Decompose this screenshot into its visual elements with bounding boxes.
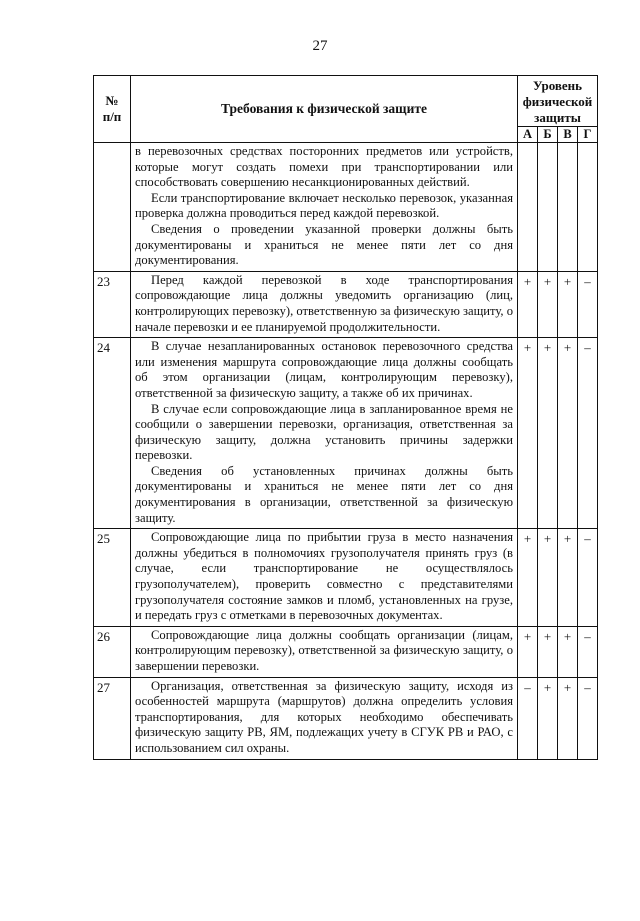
- header-level-v: В: [558, 127, 578, 143]
- row-number: 24: [94, 338, 131, 529]
- row-number: 26: [94, 626, 131, 677]
- requirements-table: [93, 75, 598, 760]
- level-mark-v: +: [558, 529, 578, 627]
- level-mark-a: +: [518, 271, 538, 337]
- row-requirement: [131, 143, 518, 272]
- row-requirement: [131, 677, 518, 759]
- table-row: [94, 529, 598, 627]
- level-mark-v: +: [558, 271, 578, 337]
- level-mark-g: [578, 143, 598, 272]
- requirement-paragraph: Сопровождающие лица по прибытии груза в место назначения должны убедиться в полномочиях грузополучателя принять груз (в случае, если транспортирование не осуществлялось грузополучателем), проверить совместно с представителями грузополучателя состояние замков и пломб, установленных на грузе, и передать груз с отметками в перевозочных документах.: [135, 530, 513, 623]
- table-row: [94, 626, 598, 677]
- requirement-paragraph: Если транспортирование включает несколько перевозок, указанная проверка должна проводиться перед каждой перевозкой.: [135, 190, 513, 221]
- header-level-line2: физической: [522, 94, 593, 109]
- level-mark-g: –: [578, 626, 598, 677]
- requirement-paragraph: в перевозочных средствах посторонних предметов или устройств, которые могут создать помехи при транспортировании или способствовать совершению несанкционированных действий.: [135, 144, 513, 190]
- header-level-b: Б: [538, 127, 558, 143]
- row-number: 23: [94, 271, 131, 337]
- level-mark-b: +: [538, 626, 558, 677]
- header-requirements: Требования к физической защите: [131, 76, 518, 143]
- requirement-paragraph: Перед каждой перевозкой в ходе транспортирования сопровождающие лица должны уведомить организацию (лиц, контролирующих перевозку), ответственную за физическую защиту, о начале перевозки и ее планируемой продолжительности.: [135, 272, 513, 334]
- requirement-paragraph: В случае если сопровождающие лица в запланированное время не сообщили о завершении перевозки, организация, ответственная за физическую защиту, должна установить причины задержки перевозки.: [135, 401, 513, 463]
- requirement-paragraph: Организация, ответственная за физическую защиту, исходя из особенностей маршрута (маршрутов) должна определить условия транспортирования, для которых необходимо обеспечивать физическую защиту РВ, ЯМ, подлежащих учету в СГУК РВ и РАО, с использованием сил охраны.: [135, 678, 513, 755]
- requirement-paragraph: Сопровождающие лица должны сообщать организации (лицам, контролирующим перевозку), ответственной за физическую защиту, о завершении перевозки.: [135, 627, 513, 673]
- level-mark-g: –: [578, 529, 598, 627]
- row-requirement: [131, 626, 518, 677]
- table-row: [94, 143, 598, 272]
- level-mark-a: [518, 143, 538, 272]
- page-number: 27: [312, 38, 328, 54]
- header-protection-level: [518, 76, 598, 127]
- level-mark-a: +: [518, 626, 538, 677]
- level-mark-a: +: [518, 338, 538, 529]
- row-number: 25: [94, 529, 131, 627]
- row-number: [94, 143, 131, 272]
- level-mark-v: +: [558, 338, 578, 529]
- requirement-paragraph: Сведения о проведении указанной проверки должны быть документированы и храниться не менее пяти лет со дня документирования.: [135, 221, 513, 268]
- level-mark-g: –: [578, 677, 598, 759]
- header-level-a: А: [518, 127, 538, 143]
- level-mark-b: +: [538, 677, 558, 759]
- level-mark-b: [538, 143, 558, 272]
- row-requirement: [131, 529, 518, 627]
- row-requirement: [131, 338, 518, 529]
- level-mark-b: +: [538, 529, 558, 627]
- row-number: 27: [94, 677, 131, 759]
- header-level-g: Г: [578, 127, 598, 143]
- requirement-paragraph: В случае незапланированных остановок перевозочного средства или изменения маршрута сопровождающие лица должны сообщать об этом организации (лицам, контролирующим перевозку), ответственной за физическую защиту, а также об их причинах.: [135, 339, 513, 400]
- level-mark-a: +: [518, 529, 538, 627]
- header-number: [94, 76, 131, 143]
- requirement-paragraph: Сведения об установленных причинах должны быть документированы и храниться не менее пяти лет со дня документирования в организации, ответственной за физическую защиту.: [135, 463, 513, 525]
- header-level-line1: Уровень: [533, 78, 583, 93]
- header-level-line3: защиты: [534, 110, 581, 125]
- level-mark-b: +: [538, 338, 558, 529]
- table-row: [94, 338, 598, 529]
- level-mark-g: –: [578, 338, 598, 529]
- level-mark-g: –: [578, 271, 598, 337]
- table-row: [94, 271, 598, 337]
- row-requirement: [131, 271, 518, 337]
- header-number-line1: №: [105, 93, 119, 108]
- level-mark-v: +: [558, 677, 578, 759]
- level-mark-v: +: [558, 626, 578, 677]
- level-mark-v: [558, 143, 578, 272]
- level-mark-b: +: [538, 271, 558, 337]
- table-row: [94, 677, 598, 759]
- header-number-line2: п/п: [102, 109, 122, 124]
- level-mark-a: –: [518, 677, 538, 759]
